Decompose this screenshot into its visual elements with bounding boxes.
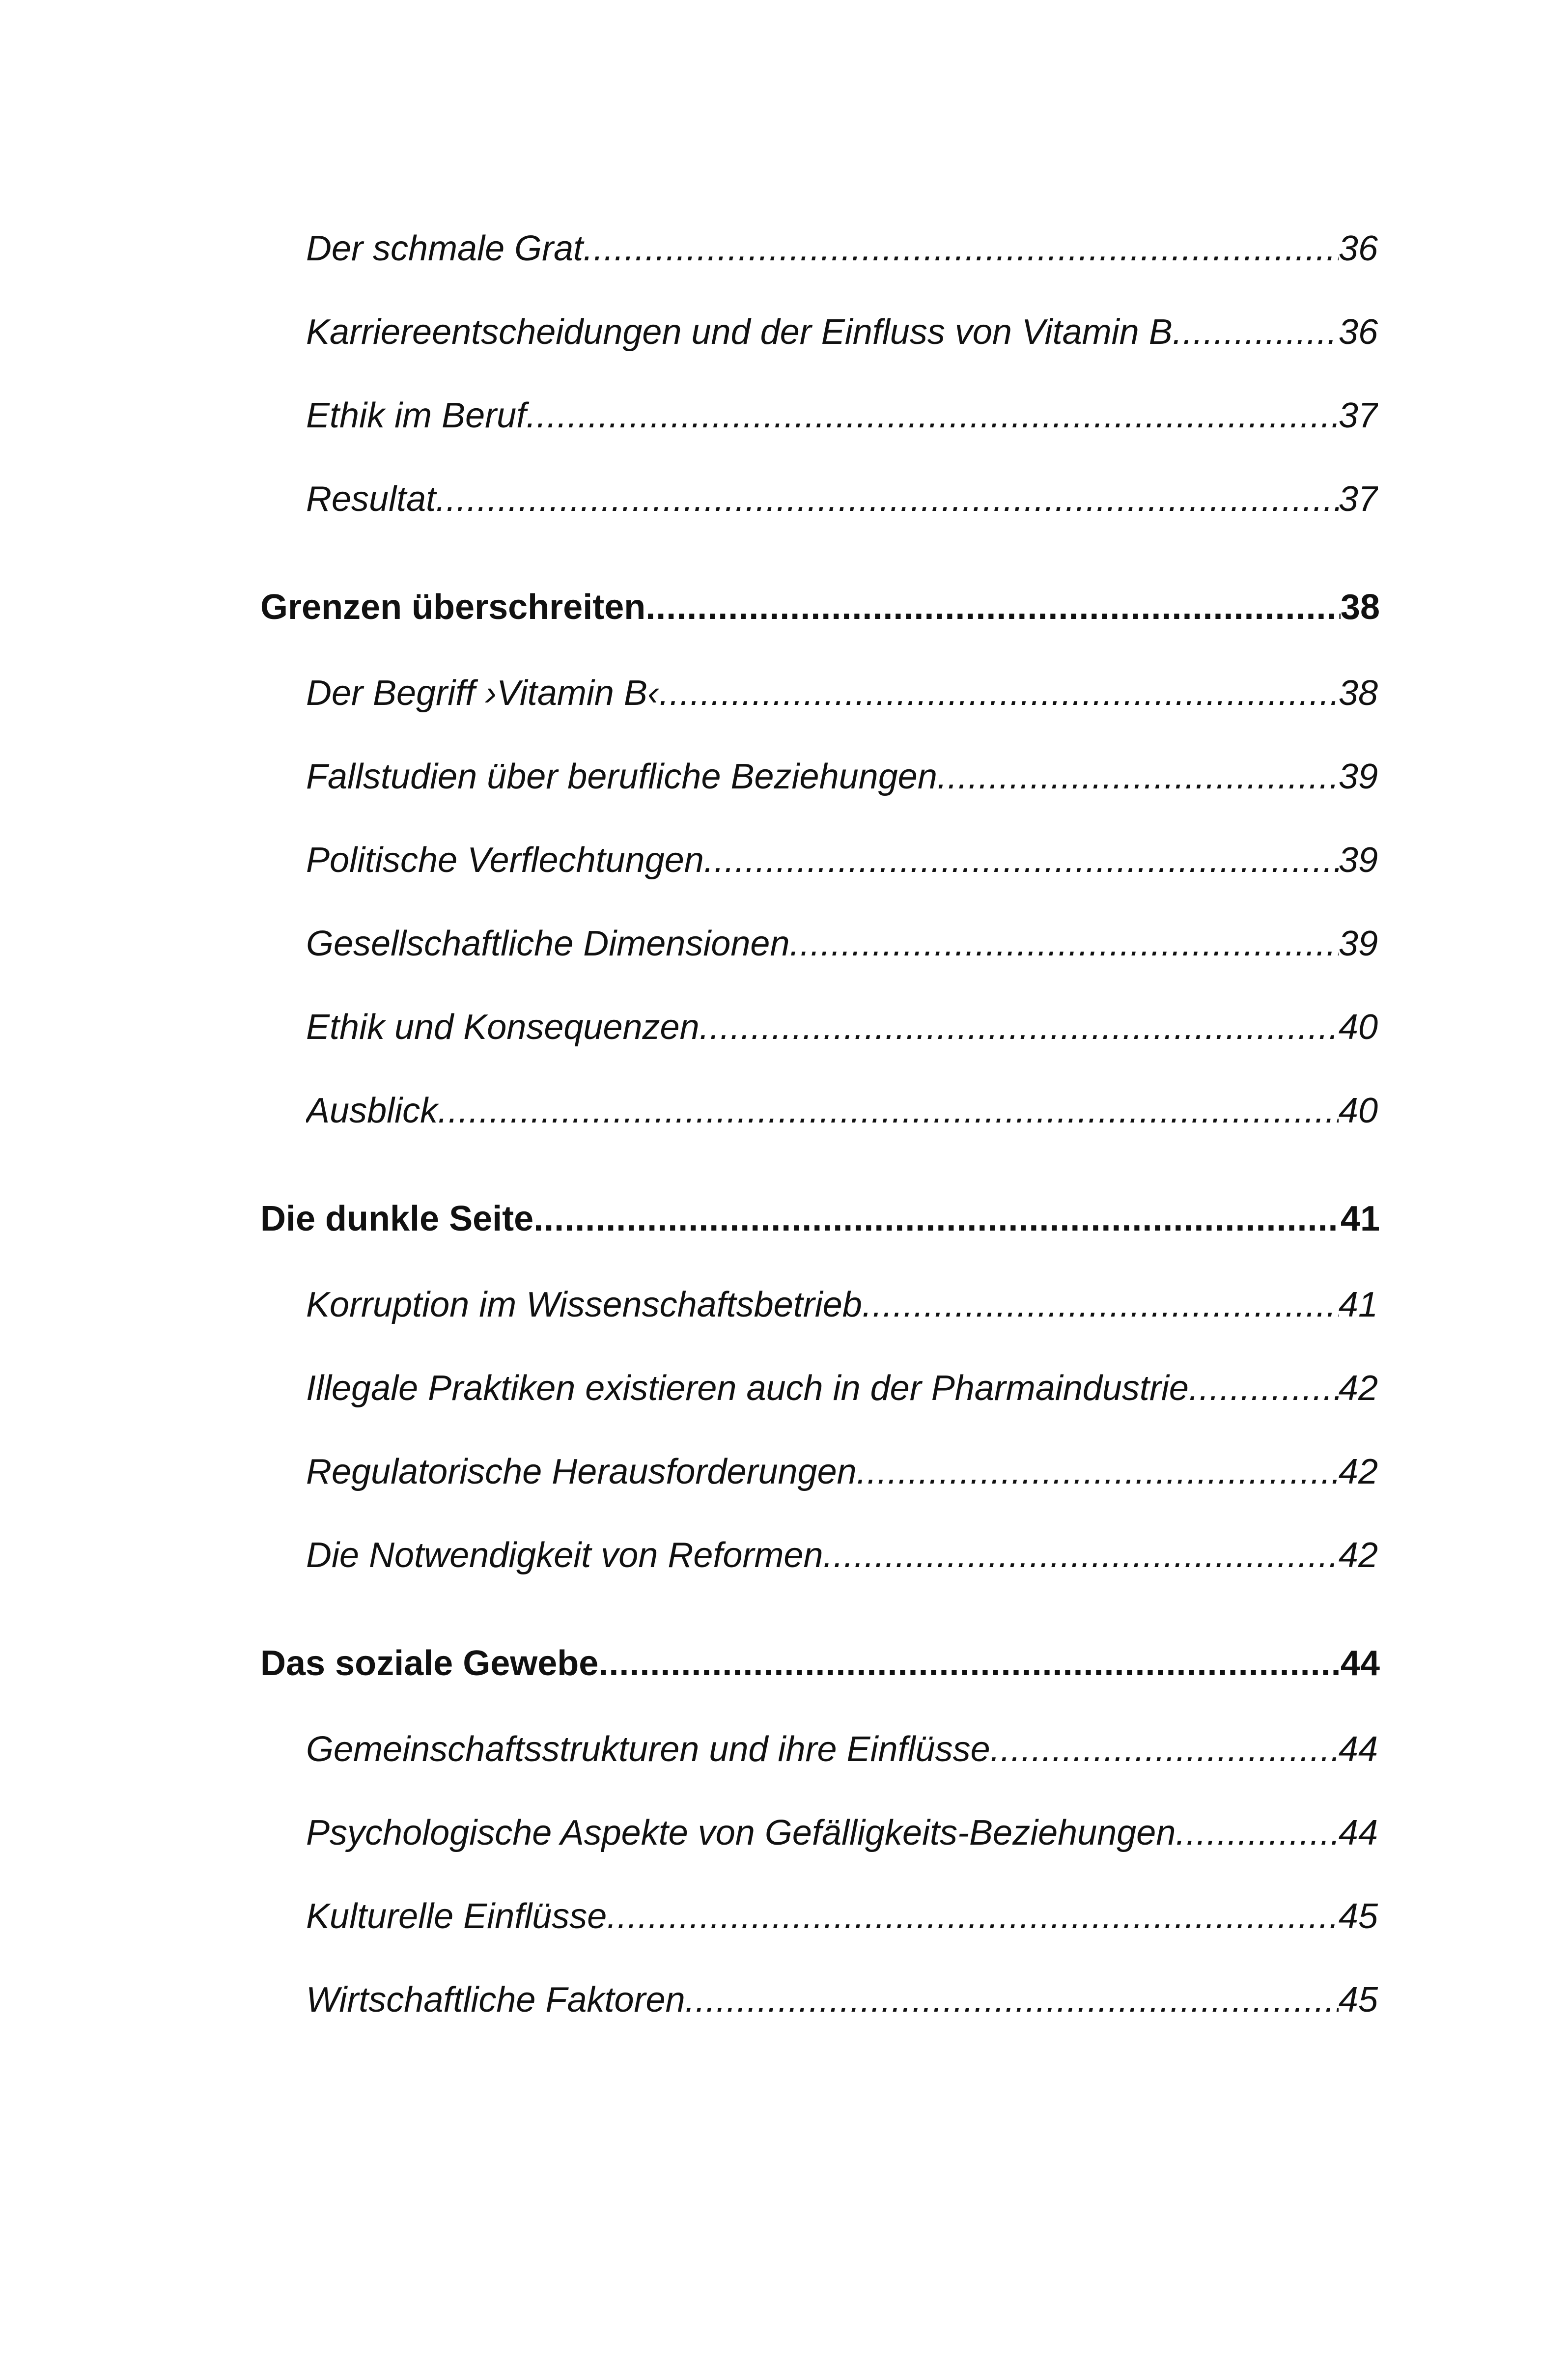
toc-entry-ausblick[interactable] [306,1091,1378,1131]
toc-entry-title: Gesellschaftliche Dimensionen [306,924,790,963]
dot-leader [862,1285,1339,1325]
toc-entry-title: Ausblick [306,1091,438,1130]
toc-entry-ethik-und-konsequenzen[interactable] [306,1007,1378,1047]
toc-entry-begriff-vitamin-b[interactable] [306,673,1378,713]
toc-chapter-title: Die dunkle Seite [260,1199,534,1238]
dot-leader [598,1643,1341,1684]
dot-leader [1189,1368,1339,1408]
toc-entry-regulatorische-herausforderungen[interactable] [306,1452,1378,1492]
dot-leader [436,479,1339,519]
toc-entry-title: Regulatorische Herausforderungen [306,1452,857,1491]
toc-entry-gemeinschaftsstrukturen[interactable] [306,1729,1378,1769]
toc-entry-page: 45 [1338,1980,1378,2020]
dot-leader [583,228,1339,269]
toc-entry-karriereentscheidungen[interactable] [306,312,1378,352]
toc-entry-page: 42 [1338,1452,1378,1491]
toc-entry-title: Der Begriff ›Vitamin B‹ [306,674,659,713]
dot-leader [823,1535,1339,1575]
toc-entry-page: 39 [1338,841,1378,880]
toc-entry-wirtschaftliche-faktoren[interactable] [306,1980,1378,2020]
toc-entry-title: Ethik und Konsequenzen [306,1008,700,1047]
toc-entry-title: Resultat [306,479,436,519]
toc-entry-psychologische-aspekte[interactable] [306,1813,1378,1853]
dot-leader [990,1729,1339,1769]
dot-leader [937,757,1339,797]
toc-entry-page: 36 [1338,312,1378,352]
toc-entry-resultat[interactable] [306,479,1378,519]
dot-leader [700,1007,1339,1047]
toc-entry-politische-verflechtungen[interactable] [306,840,1378,880]
toc-entry-page: 45 [1338,1897,1378,1936]
toc-entry-page: 37 [1338,479,1378,519]
toc-entry-title: Gemeinschaftsstrukturen und ihre Einflüsse [306,1730,990,1769]
toc-entry-page: 39 [1338,924,1378,963]
toc-entry-fallstudien[interactable] [306,757,1378,797]
dot-leader [438,1091,1339,1131]
toc-entry-page: 39 [1338,757,1378,796]
dot-leader [704,840,1339,880]
toc-entry-title: Psychologische Aspekte von Gefälligkeits-Beziehungen [306,1813,1176,1853]
toc-chapter-grenzen-ueberschreiten[interactable] [260,587,1380,627]
toc-entry-gesellschaftliche-dimensionen[interactable] [306,924,1378,964]
toc-entry-notwendigkeit-von-reformen[interactable] [306,1535,1378,1575]
toc-chapter-title: Das soziale Gewebe [260,1644,599,1683]
dot-leader [659,673,1339,713]
toc-entry-ethik-im-beruf[interactable] [306,395,1378,436]
toc-entry-title: Kulturelle Einflüsse [306,1897,607,1936]
toc-entry-title: Die Notwendigkeit von Reformen [306,1536,823,1575]
toc-entry-title: Karriereentscheidungen und der Einfluss von Vitamin B [306,312,1173,352]
dot-leader [645,587,1341,627]
toc-chapter-page: 44 [1340,1644,1380,1683]
toc-chapter-title: Grenzen überschreiten [260,588,646,627]
dot-leader [526,395,1339,436]
dot-leader [1173,312,1339,352]
toc-chapter-die-dunkle-seite[interactable] [260,1199,1380,1239]
toc-entry-title: Wirtschaftliche Faktoren [306,1980,685,2020]
toc-entry-page: 42 [1338,1536,1378,1575]
toc-entry-title: Ethik im Beruf [306,396,527,435]
toc-entry-der-schmale-grat[interactable] [306,228,1378,269]
toc-entry-title: Korruption im Wissenschaftsbetrieb [306,1285,862,1324]
dot-leader [607,1896,1339,1937]
toc-entry-illegale-praktiken[interactable] [306,1368,1378,1408]
toc-entry-page: 42 [1338,1369,1378,1408]
toc-entry-title: Fallstudien über berufliche Beziehungen [306,757,937,796]
dot-leader [789,924,1338,964]
dot-leader [685,1980,1339,2020]
toc-entry-title: Der schmale Grat [306,229,584,268]
toc-entry-korruption[interactable] [306,1285,1378,1325]
toc-entry-title: Politische Verflechtungen [306,841,704,880]
toc-entry-page: 41 [1338,1285,1378,1324]
dot-leader [857,1452,1339,1492]
toc-chapter-page: 41 [1340,1199,1380,1238]
dot-leader [1176,1813,1339,1853]
toc-entry-page: 36 [1338,229,1378,268]
toc-entry-page: 37 [1338,396,1378,435]
toc-entry-page: 38 [1338,674,1378,713]
toc-entry-kulturelle-einfluesse[interactable] [306,1896,1378,1937]
toc-chapter-page: 38 [1340,588,1380,627]
toc-chapter-das-soziale-gewebe[interactable] [260,1643,1380,1684]
toc-entry-page: 44 [1338,1813,1378,1853]
dot-leader [533,1199,1341,1239]
toc-entry-page: 40 [1338,1091,1378,1130]
toc-entry-title: Illegale Praktiken existieren auch in der Pharmaindustrie [306,1369,1189,1408]
toc-entry-page: 44 [1338,1730,1378,1769]
toc-entry-page: 40 [1338,1008,1378,1047]
